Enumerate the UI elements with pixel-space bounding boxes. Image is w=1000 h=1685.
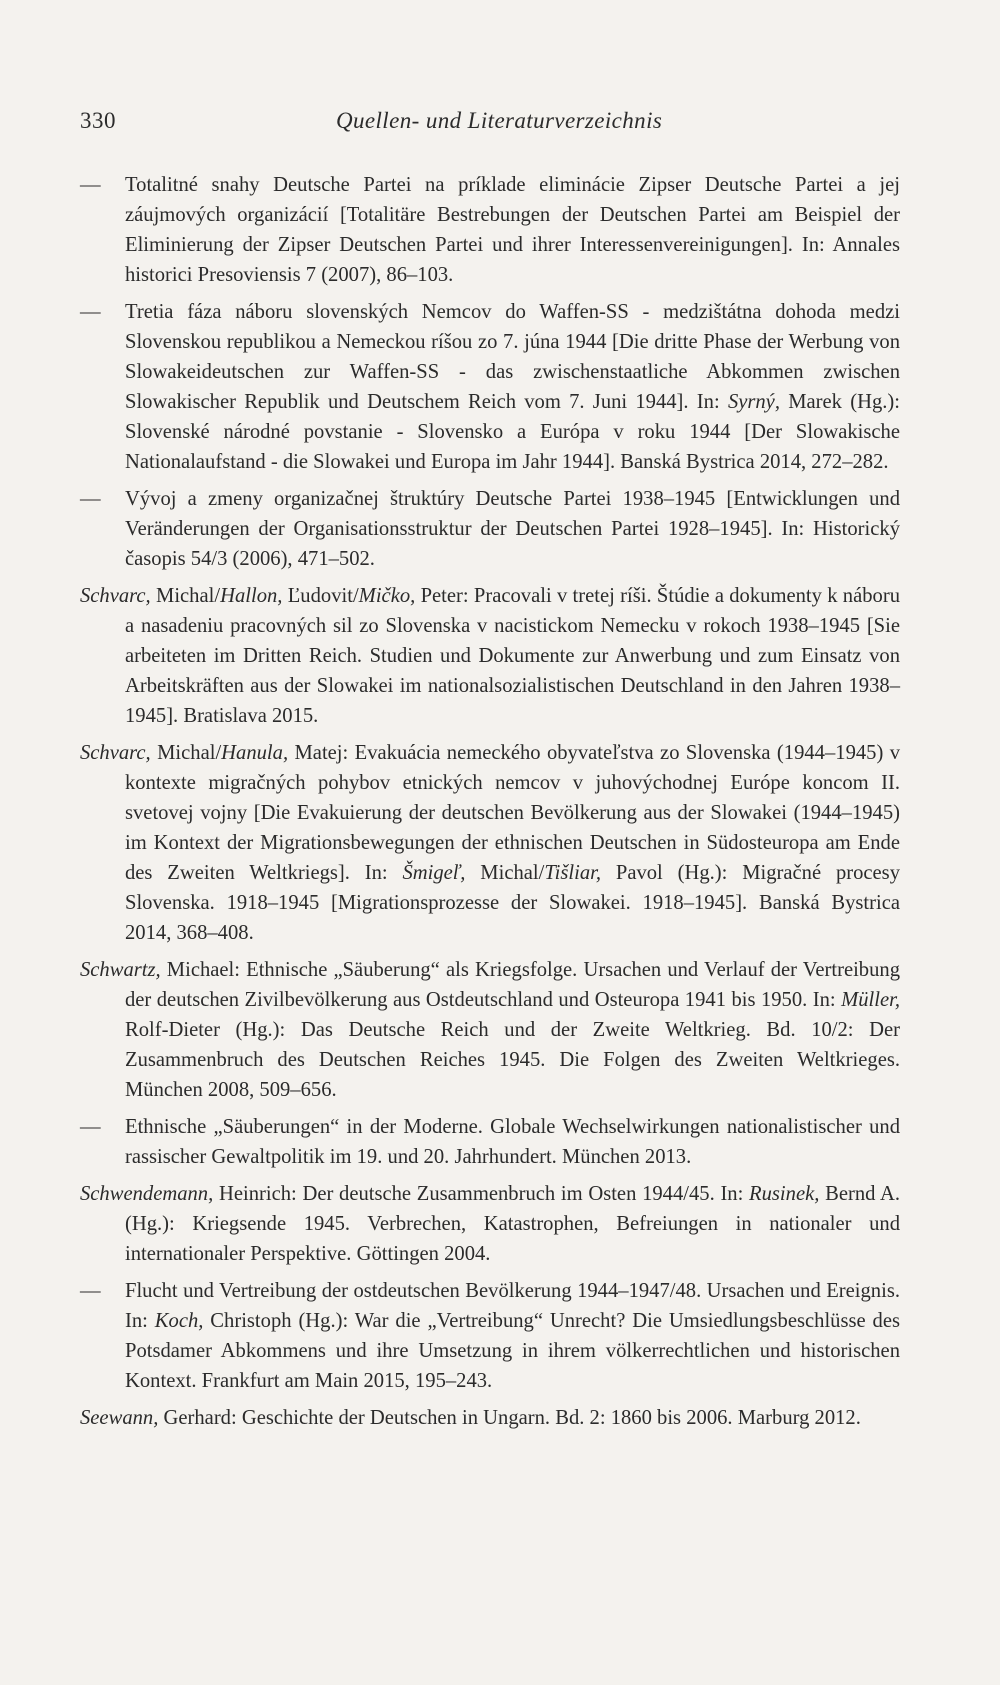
editor-name: Koch,	[154, 1310, 204, 1332]
entry-text: Matej: Evakuácia nemeckého obyvateľstva zo Slovenska (1944–1945) v kontexte migračných pohybov etnických nemcov v juhovýchodnej Európe koncom II. svetovej vojny [Die Evakuierung der deutschen Bevölkerung aus der Slowakei (1944–1945) im Kontext der Migrationsbewegungen der ethnischen Deutschen in Südosteuropa am Ende des Zweiten Weltkriegs]. In:	[125, 742, 901, 884]
author-name: Seewann,	[80, 1407, 159, 1429]
author-name: Schvarc,	[80, 742, 151, 764]
entry-text: Rolf-Dieter (Hg.): Das Deutsche Reich und der Zweite Weltkrieg. Bd. 10/2: Der Zusammenbruch des Deutschen Reiches 1945. Die Folgen des Zweiten Weltkrieges. München 2008, 509–656.	[125, 1019, 900, 1101]
entry-text: Christoph (Hg.): War die „Vertreibung“ Unrecht? Die Umsiedlungsbeschlüsse des Potsdamer Abkommens und ihre Umsetzung in ihrem völkerrechtlichen und historischen Kontext. Frankfurt am Main 2015, 195–243.	[125, 1310, 900, 1392]
page-header	[80, 108, 920, 148]
entry-text: Vývoj a zmeny organizačnej štruktúry Deutsche Partei 1938–1945 [Entwicklungen und Veränderungen der Organisationsstruktur der Deutschen Partei 1928–1945]. In: Historický časopis 54/3 (2006), 471–502.	[125, 488, 900, 570]
author-name: Schvarc,	[80, 585, 151, 607]
entry-text: Flucht und Vertreibung der ostdeutschen Bevölkerung 1944–1947/48. Ursachen und Ereignis. In:	[125, 1280, 900, 1332]
ditto-dash: —	[80, 488, 101, 510]
entry-text: Tretia fáza náboru slovenských Nemcov do Waffen-SS - medzištátna dohoda medzi Slovenskou republikou a Nemeckou ríšou zo 7. júna 1944 [Die dritte Phase der Werbung von Slowakeideutschen zur Waffen-SS - das zwischenstaatliche Abkommen zwischen Slowakischer Republik und Deutschem Reich vom 7. Juni 1944]. In:	[125, 301, 900, 413]
bibliography-list	[80, 170, 900, 1440]
entry-text: Ľudovit/	[282, 585, 359, 607]
author-name: Hanula,	[221, 742, 289, 764]
editor-name: Syrný,	[727, 391, 780, 413]
bibliography-entry	[80, 581, 900, 731]
entry-text: Pavol (Hg.): Migračné procesy Slovenska. 1918–1945 [Migrationsprozesse der Slowakei. 1918–1945]. Banská Bystrica 2014, 368–408.	[125, 862, 900, 944]
entry-text: Ethnische „Säuberungen“ in der Moderne. Globale Wechselwirkungen nationalistischer und rassischer Gewaltpolitik im 19. und 20. Jahrhundert. München 2013.	[125, 1116, 900, 1168]
ditto-dash: —	[80, 1116, 101, 1138]
bibliography-entry	[80, 1276, 900, 1396]
editor-name: Rusinek,	[749, 1183, 820, 1205]
bibliography-entry	[80, 738, 900, 948]
entry-text: Marek (Hg.): Slovenské národné povstanie - Slovensko a Európa v roku 1944 [Der Slowakische Nationalaufstand - die Slowakei und Europa im Jahr 1944]. Banská Bystrica 2014, 272–282.	[125, 391, 900, 473]
author-name: Schwartz,	[80, 959, 161, 981]
page-number: 330	[80, 108, 116, 133]
editor-name: Šmigeľ,	[402, 862, 466, 884]
bibliography-entry	[80, 297, 900, 477]
editor-name: Tišliar,	[544, 862, 602, 884]
author-name: Mičko,	[358, 585, 416, 607]
bibliography-entry	[80, 1179, 900, 1269]
entry-text: Michael: Ethnische „Säuberung“ als Kriegsfolge. Ursachen und Verlauf der Vertreibung der deutschen Zivilbevölkerung aus Ostdeutschland und Osteuropa 1941 bis 1950. In:	[125, 959, 900, 1011]
entry-text: Gerhard: Geschichte der Deutschen in Ungarn. Bd. 2: 1860 bis 2006. Marburg 2012.	[158, 1407, 861, 1429]
ditto-dash: —	[80, 301, 101, 323]
bibliography-entry	[80, 955, 900, 1105]
entry-text: Bernd A. (Hg.): Kriegsende 1945. Verbrechen, Katastrophen, Befreiungen in nationaler und internationaler Perspektive. Göttingen 2004.	[125, 1183, 901, 1265]
running-head: Quellen- und Literaturverzeichnis	[336, 108, 663, 133]
editor-name: Müller,	[841, 989, 900, 1011]
bibliography-entry	[80, 484, 900, 574]
ditto-dash: —	[80, 1280, 101, 1302]
entry-text: Michal/	[150, 585, 221, 607]
entry-text: Michal/	[465, 862, 545, 884]
entry-text: Totalitné snahy Deutsche Partei na príklade eliminácie Zipser Deutsche Partei a jej záujmových organizácií [Totalitäre Bestrebungen der Deutschen Partei am Beispiel der Eliminierung der Zipser Deutschen Partei und ihrer Interessenvereinigungen]. In: Annales historici Presoviensis 7 (2007), 86–103.	[125, 174, 900, 286]
bibliography-entry	[80, 170, 900, 290]
author-name: Schwendemann,	[80, 1183, 214, 1205]
bibliography-entry	[80, 1112, 900, 1172]
author-name: Hallon,	[220, 585, 283, 607]
entry-text: Heinrich: Der deutsche Zusammenbruch im Osten 1944/45. In:	[213, 1183, 750, 1205]
entry-text: Peter: Pracovali v tretej ríši. Štúdie a dokumenty k náboru a nasadeniu pracovných sil zo Slovenska v nacistickom Nemecku v rokoch 1938–1945 [Sie arbeiteten im Dritten Reich. Studien und Dokumente zur Anwerbung und zum Einsatz von Arbeitskräften aus der Slowakei im nationalsozialistischen Deutschland in den Jahren 1938–1945]. Bratislava 2015.	[125, 585, 900, 727]
entry-text: Michal/	[150, 742, 222, 764]
bibliography-entry	[80, 1403, 900, 1433]
ditto-dash: —	[80, 174, 101, 196]
